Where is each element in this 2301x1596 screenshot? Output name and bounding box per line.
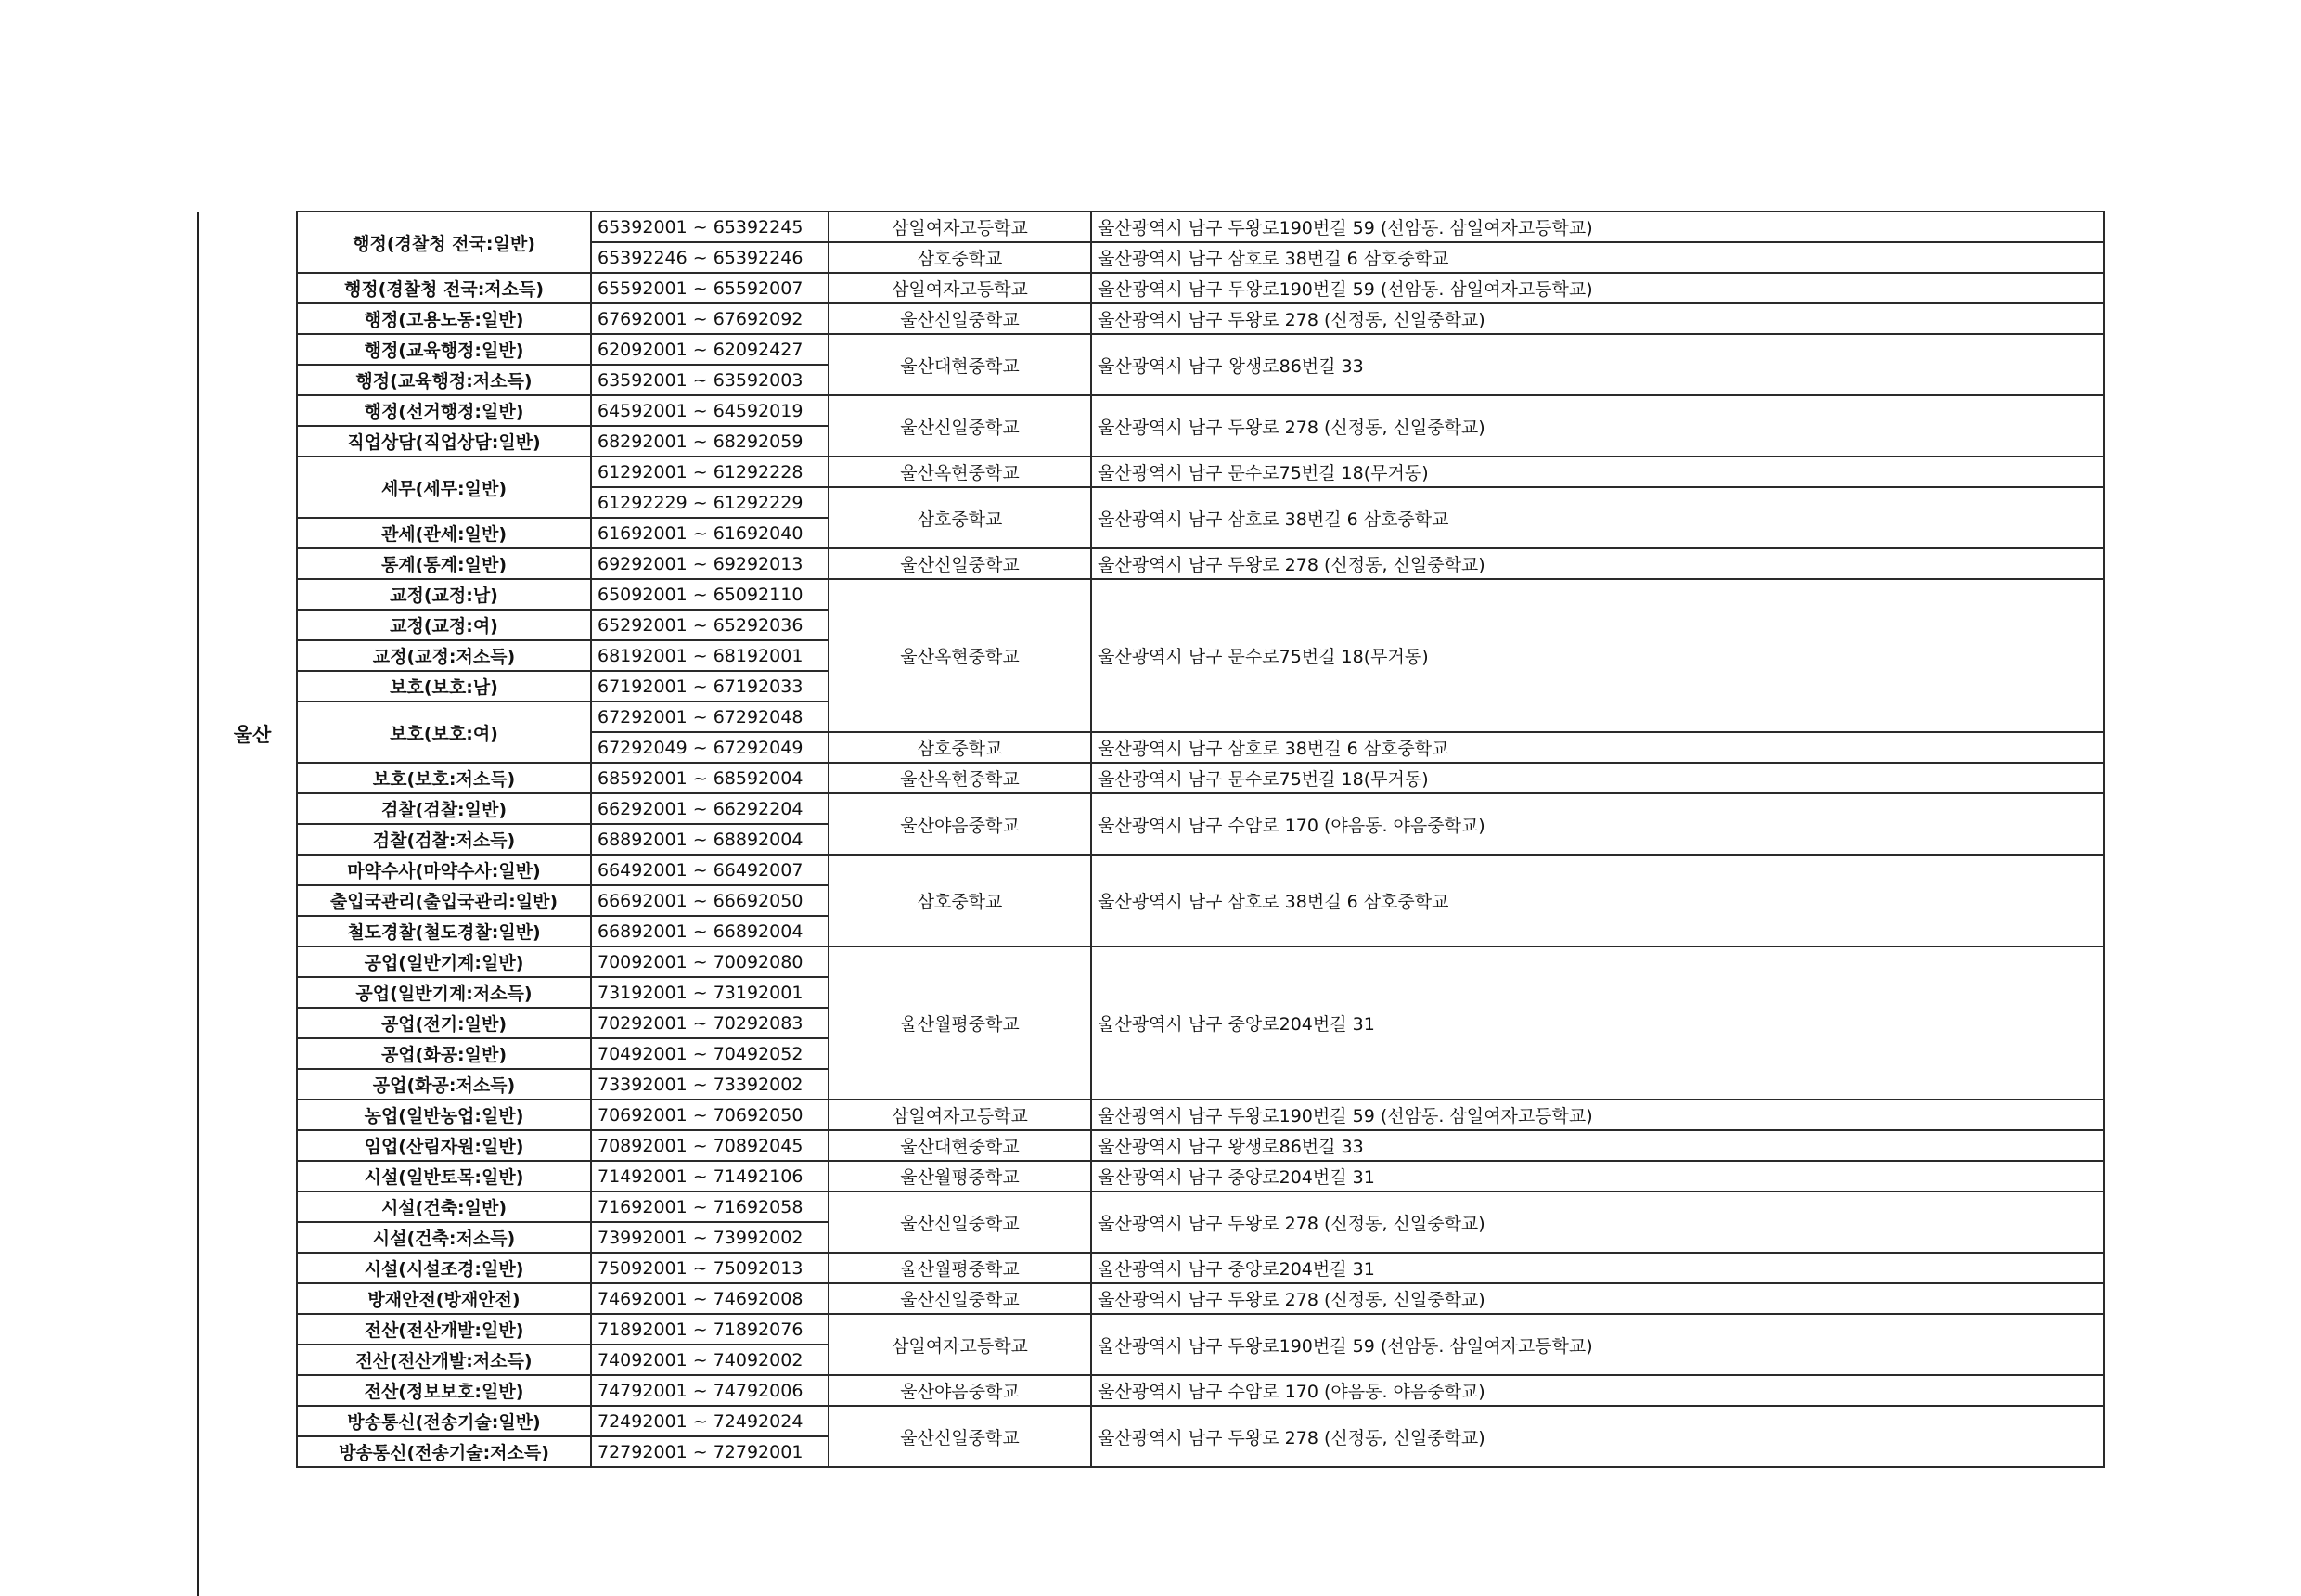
subject-cell: 검찰(검찰:일반): [297, 793, 591, 824]
exam-number-range: 65392001 ~ 65392245: [591, 212, 829, 242]
region-divider: [197, 212, 199, 1596]
subject-cell: 검찰(검찰:저소득): [297, 824, 591, 855]
exam-number-range: 66892001 ~ 66892004: [591, 916, 829, 946]
address-cell: 울산광역시 남구 왕생로86번길 33: [1091, 334, 2104, 395]
table-row: [297, 793, 2104, 824]
table-row: [297, 395, 2104, 426]
exam-number-range: 68892001 ~ 68892004: [591, 824, 829, 855]
subject-cell: 공업(일반기계:저소득): [297, 977, 591, 1008]
subject-cell: 세무(세무:일반): [297, 457, 591, 518]
subject-cell: 보호(보호:여): [297, 701, 591, 763]
exam-number-range: 70292001 ~ 70292083: [591, 1008, 829, 1038]
table-row: [297, 1161, 2104, 1191]
subject-cell: 임업(산림자원:일반): [297, 1130, 591, 1161]
school-cell: 울산대현중학교: [829, 334, 1091, 395]
address-cell: 울산광역시 남구 왕생로86번길 33: [1091, 1130, 2104, 1161]
address-cell: 울산광역시 남구 중앙로204번길 31: [1091, 946, 2104, 1100]
exam-number-range: 72792001 ~ 72792001: [591, 1436, 829, 1467]
school-cell: 울산신일중학교: [829, 395, 1091, 457]
exam-number-range: 73192001 ~ 73192001: [591, 977, 829, 1008]
table-row: [297, 946, 2104, 977]
exam-number-range: 71692001 ~ 71692058: [591, 1191, 829, 1222]
address-cell: 울산광역시 남구 두왕로 278 (신정동, 신일중학교): [1091, 395, 2104, 457]
exam-number-range: 67292049 ~ 67292049: [591, 732, 829, 763]
school-cell: 울산대현중학교: [829, 1130, 1091, 1161]
exam-number-range: 70092001 ~ 70092080: [591, 946, 829, 977]
subject-cell: 공업(전기:일반): [297, 1008, 591, 1038]
address-cell: 울산광역시 남구 두왕로190번길 59 (선암동. 삼일여자고등학교): [1091, 212, 2104, 242]
subject-cell: 행정(교육행정:저소득): [297, 365, 591, 395]
exam-number-range: 71492001 ~ 71492106: [591, 1161, 829, 1191]
school-cell: 삼일여자고등학교: [829, 212, 1091, 242]
table-row: [297, 273, 2104, 303]
subject-cell: 관세(관세:일반): [297, 518, 591, 548]
exam-number-range: 73992001 ~ 73992002: [591, 1222, 829, 1253]
table-row: [297, 1191, 2104, 1222]
school-cell: 울산옥현중학교: [829, 579, 1091, 732]
address-cell: 울산광역시 남구 수암로 170 (야음동. 야음중학교): [1091, 793, 2104, 855]
exam-location-table: [296, 211, 2105, 1468]
address-cell: 울산광역시 남구 두왕로 278 (신정동, 신일중학교): [1091, 303, 2104, 334]
exam-number-range: 65292001 ~ 65292036: [591, 610, 829, 640]
school-cell: 울산신일중학교: [829, 303, 1091, 334]
exam-number-range: 68192001 ~ 68192001: [591, 640, 829, 671]
subject-cell: 보호(보호:저소득): [297, 763, 591, 793]
address-cell: 울산광역시 남구 삼호로 38번길 6 삼호중학교: [1091, 242, 2104, 273]
subject-cell: 직업상담(직업상담:일반): [297, 426, 591, 457]
exam-number-range: 74792001 ~ 74792006: [591, 1375, 829, 1406]
address-cell: 울산광역시 남구 삼호로 38번길 6 삼호중학교: [1091, 487, 2104, 548]
address-cell: 울산광역시 남구 삼호로 38번길 6 삼호중학교: [1091, 855, 2104, 946]
school-cell: 울산신일중학교: [829, 1283, 1091, 1314]
school-cell: 울산신일중학교: [829, 1191, 1091, 1253]
table-row: [297, 212, 2104, 242]
subject-cell: 통계(통계:일반): [297, 548, 591, 579]
school-cell: 삼일여자고등학교: [829, 273, 1091, 303]
address-cell: 울산광역시 남구 중앙로204번길 31: [1091, 1161, 2104, 1191]
table-row: [297, 1130, 2104, 1161]
subject-cell: 공업(화공:일반): [297, 1038, 591, 1069]
address-cell: 울산광역시 남구 두왕로190번길 59 (선암동. 삼일여자고등학교): [1091, 1100, 2104, 1130]
subject-cell: 보호(보호:남): [297, 671, 591, 701]
subject-cell: 공업(화공:저소득): [297, 1069, 591, 1100]
table-row: [297, 855, 2104, 885]
table-row: [297, 763, 2104, 793]
subject-cell: 방재안전(방재안전): [297, 1283, 591, 1314]
subject-cell: 농업(일반농업:일반): [297, 1100, 591, 1130]
exam-number-range: 61292229 ~ 61292229: [591, 487, 829, 518]
table-row: [297, 1375, 2104, 1406]
address-cell: 울산광역시 남구 삼호로 38번길 6 삼호중학교: [1091, 732, 2104, 763]
subject-cell: 행정(경찰청 전국:일반): [297, 212, 591, 273]
school-cell: 울산월평중학교: [829, 1253, 1091, 1283]
table-row: [297, 457, 2104, 487]
exam-number-range: 65592001 ~ 65592007: [591, 273, 829, 303]
subject-cell: 교정(교정:저소득): [297, 640, 591, 671]
exam-number-range: 70892001 ~ 70892045: [591, 1130, 829, 1161]
exam-number-range: 64592001 ~ 64592019: [591, 395, 829, 426]
school-cell: 울산월평중학교: [829, 1161, 1091, 1191]
address-cell: 울산광역시 남구 수암로 170 (야음동. 야음중학교): [1091, 1375, 2104, 1406]
school-cell: 삼호중학교: [829, 732, 1091, 763]
address-cell: 울산광역시 남구 문수로75번길 18(무거동): [1091, 457, 2104, 487]
school-cell: 울산월평중학교: [829, 946, 1091, 1100]
exam-number-range: 70692001 ~ 70692050: [591, 1100, 829, 1130]
subject-cell: 행정(경찰청 전국:저소득): [297, 273, 591, 303]
table-row: [297, 1283, 2104, 1314]
address-cell: 울산광역시 남구 두왕로 278 (신정동, 신일중학교): [1091, 548, 2104, 579]
subject-cell: 출입국관리(출입국관리:일반): [297, 885, 591, 916]
school-cell: 울산옥현중학교: [829, 457, 1091, 487]
region-label: 울산: [233, 724, 272, 746]
subject-cell: 전산(전산개발:일반): [297, 1314, 591, 1345]
school-cell: 울산야음중학교: [829, 1375, 1091, 1406]
exam-number-range: 62092001 ~ 62092427: [591, 334, 829, 365]
school-cell: 삼호중학교: [829, 242, 1091, 273]
table-row: [297, 1100, 2104, 1130]
exam-number-range: 69292001 ~ 69292013: [591, 548, 829, 579]
exam-number-range: 65392246 ~ 65392246: [591, 242, 829, 273]
exam-number-range: 71892001 ~ 71892076: [591, 1314, 829, 1345]
subject-cell: 시설(일반토목:일반): [297, 1161, 591, 1191]
subject-cell: 공업(일반기계:일반): [297, 946, 591, 977]
address-cell: 울산광역시 남구 두왕로 278 (신정동, 신일중학교): [1091, 1283, 2104, 1314]
exam-number-range: 61292001 ~ 61292228: [591, 457, 829, 487]
exam-number-range: 66492001 ~ 66492007: [591, 855, 829, 885]
exam-number-range: 74692001 ~ 74692008: [591, 1283, 829, 1314]
subject-cell: 행정(선거행정:일반): [297, 395, 591, 426]
school-cell: 삼일여자고등학교: [829, 1100, 1091, 1130]
exam-number-range: 66292001 ~ 66292204: [591, 793, 829, 824]
table-row: [297, 334, 2104, 365]
subject-cell: 행정(고용노동:일반): [297, 303, 591, 334]
address-cell: 울산광역시 남구 두왕로 278 (신정동, 신일중학교): [1091, 1406, 2104, 1467]
exam-number-range: 70492001 ~ 70492052: [591, 1038, 829, 1069]
school-cell: 울산신일중학교: [829, 548, 1091, 579]
exam-number-range: 63592001 ~ 63592003: [591, 365, 829, 395]
exam-number-range: 67292001 ~ 67292048: [591, 701, 829, 732]
school-cell: 삼호중학교: [829, 855, 1091, 946]
subject-cell: 시설(건축:저소득): [297, 1222, 591, 1253]
exam-number-range: 66692001 ~ 66692050: [591, 885, 829, 916]
subject-cell: 시설(시설조경:일반): [297, 1253, 591, 1283]
table-row: [297, 1253, 2104, 1283]
exam-number-range: 68592001 ~ 68592004: [591, 763, 829, 793]
school-cell: 울산신일중학교: [829, 1406, 1091, 1467]
subject-cell: 방송통신(전송기술:저소득): [297, 1436, 591, 1467]
school-cell: 삼호중학교: [829, 487, 1091, 548]
exam-number-range: 65092001 ~ 65092110: [591, 579, 829, 610]
exam-number-range: 72492001 ~ 72492024: [591, 1406, 829, 1436]
address-cell: 울산광역시 남구 문수로75번길 18(무거동): [1091, 579, 2104, 732]
address-cell: 울산광역시 남구 두왕로190번길 59 (선암동. 삼일여자고등학교): [1091, 1314, 2104, 1375]
exam-number-range: 73392001 ~ 73392002: [591, 1069, 829, 1100]
subject-cell: 철도경찰(철도경찰:일반): [297, 916, 591, 946]
subject-cell: 방송통신(전송기술:일반): [297, 1406, 591, 1436]
school-cell: 울산야음중학교: [829, 793, 1091, 855]
subject-cell: 시설(건축:일반): [297, 1191, 591, 1222]
exam-number-range: 68292001 ~ 68292059: [591, 426, 829, 457]
table-row: [297, 1314, 2104, 1345]
address-cell: 울산광역시 남구 중앙로204번길 31: [1091, 1253, 2104, 1283]
school-cell: 울산옥현중학교: [829, 763, 1091, 793]
subject-cell: 마약수사(마약수사:일반): [297, 855, 591, 885]
table-row: [297, 548, 2104, 579]
table-row: [297, 579, 2104, 610]
exam-number-range: 74092001 ~ 74092002: [591, 1345, 829, 1375]
subject-cell: 교정(교정:여): [297, 610, 591, 640]
table-row: [297, 303, 2104, 334]
subject-cell: 행정(교육행정:일반): [297, 334, 591, 365]
exam-number-range: 61692001 ~ 61692040: [591, 518, 829, 548]
address-cell: 울산광역시 남구 문수로75번길 18(무거동): [1091, 763, 2104, 793]
table-row: [297, 1406, 2104, 1436]
exam-number-range: 67692001 ~ 67692092: [591, 303, 829, 334]
subject-cell: 교정(교정:남): [297, 579, 591, 610]
address-cell: 울산광역시 남구 두왕로190번길 59 (선암동. 삼일여자고등학교): [1091, 273, 2104, 303]
exam-number-range: 67192001 ~ 67192033: [591, 671, 829, 701]
subject-cell: 전산(전산개발:저소득): [297, 1345, 591, 1375]
subject-cell: 전산(정보보호:일반): [297, 1375, 591, 1406]
school-cell: 삼일여자고등학교: [829, 1314, 1091, 1375]
exam-number-range: 75092001 ~ 75092013: [591, 1253, 829, 1283]
address-cell: 울산광역시 남구 두왕로 278 (신정동, 신일중학교): [1091, 1191, 2104, 1253]
